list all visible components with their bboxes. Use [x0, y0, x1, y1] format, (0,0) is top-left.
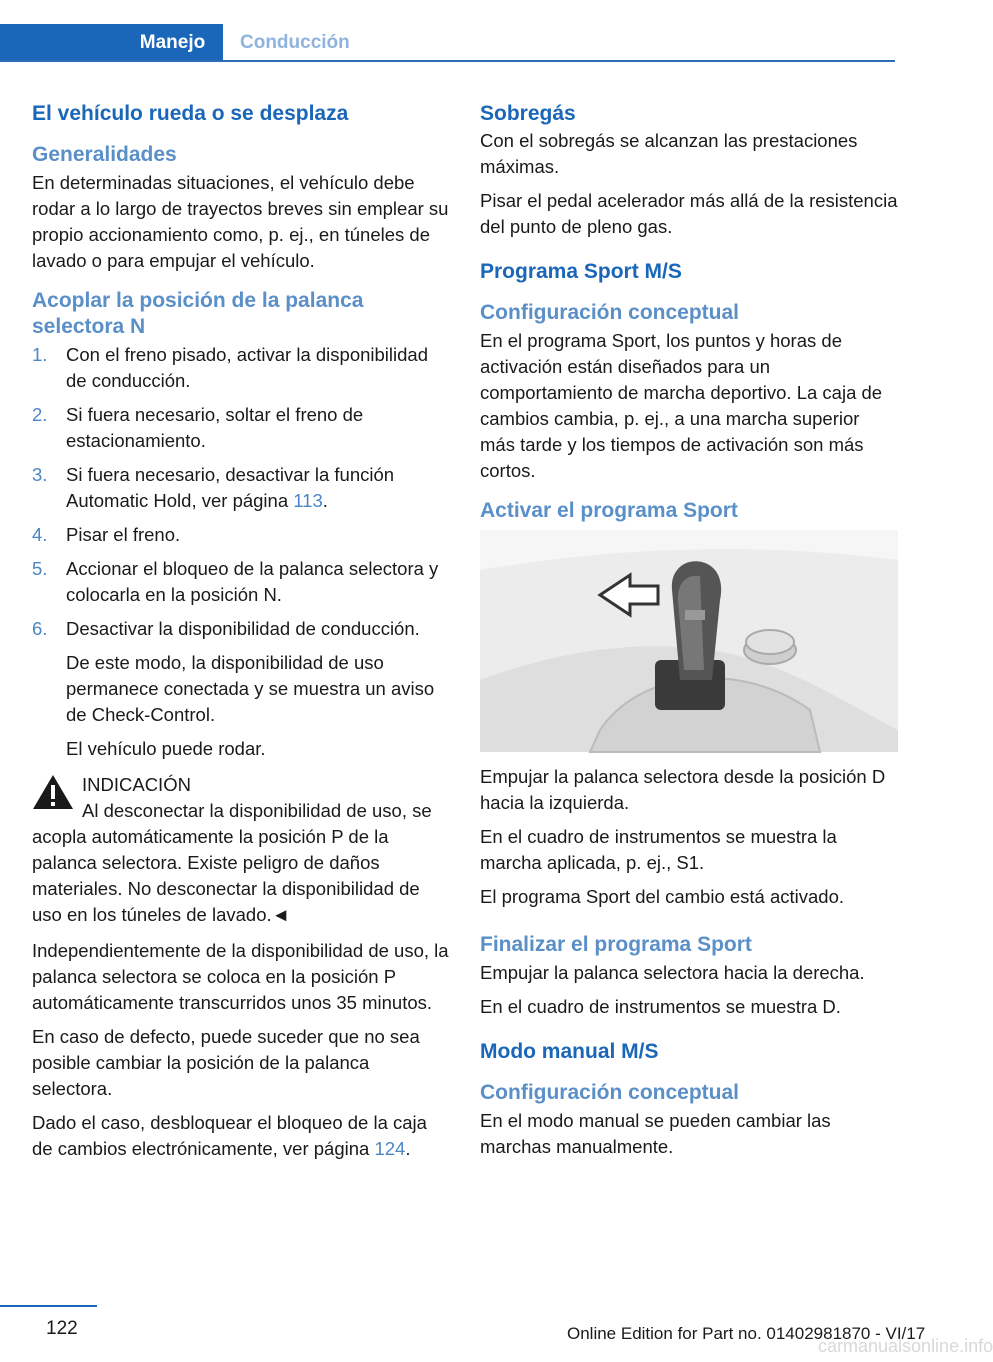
- step-text: Si fuera necesario, desactivar la función Automatic Hold, ver página: [66, 464, 395, 511]
- subsection-title: Configuración conceptual: [480, 301, 740, 324]
- paragraph: En el cuadro de instrumentos se muestra D.: [480, 996, 841, 1017]
- gear-selector-illustration: [480, 530, 898, 752]
- header-accent: [0, 24, 122, 62]
- warning-box: [32, 772, 450, 928]
- paragraph: En el programa Sport, los puntos y horas de activación están diseñados para un comportamiento de marcha deportivo. La caja de cambios cambia, p. ej., a una marcha superior más tarde y los tiempos de activación son más cortos.: [480, 330, 883, 481]
- step-number: 4.: [32, 524, 48, 545]
- paragraph: Pisar el pedal acelerador más allá de la resistencia del punto de pleno gas.: [480, 190, 898, 237]
- right-column: [480, 100, 898, 1168]
- step-number: 3.: [32, 464, 48, 485]
- paragraph: En el modo manual se pueden cambiar las marchas manualmente.: [480, 1110, 831, 1157]
- warning-title: INDICACIÓN: [82, 774, 191, 795]
- paragraph: En determinadas situaciones, el vehículo debe rodar a lo largo de trayectos breves sin emplear su propio accionamiento como, p. ej., en túneles de lavado o para empujar el vehículo.: [32, 172, 449, 271]
- page-number: 122: [46, 1318, 78, 1339]
- header-rule: [0, 60, 895, 62]
- paragraph: Empujar la palanca selectora hacia la derecha.: [480, 962, 865, 983]
- subsection-title: Configuración conceptual: [480, 1081, 740, 1104]
- list-item: [32, 556, 450, 608]
- step-text: Si fuera necesario, soltar el freno de estacionamiento.: [66, 404, 364, 451]
- subsection-title: Activar el programa Sport: [480, 499, 738, 522]
- step-text: Pisar el freno.: [66, 524, 181, 545]
- step-number: 6.: [32, 618, 48, 639]
- tab-conduccion[interactable]: Conducción: [240, 32, 350, 53]
- list-item: [32, 342, 450, 394]
- page-link[interactable]: 113: [293, 490, 323, 511]
- step-note: El vehículo puede rodar.: [66, 738, 266, 759]
- steps-list: [32, 342, 450, 642]
- section-title: Sobregás: [480, 102, 576, 125]
- gear-selector-icon: [480, 530, 898, 752]
- warning-text: Al desconectar la disponibilidad de uso, se acopla automáticamente la posición P de la palanca selectora. Existe peligro de daños materiales. No desconectar la disponibilidad de uso en los túneles de lavado.◄: [32, 800, 432, 925]
- step-number: 5.: [32, 558, 48, 579]
- list-item: [32, 522, 450, 548]
- paragraph: El programa Sport del cambio está activado.: [480, 886, 845, 907]
- step-note: De este modo, la disponibilidad de uso permanece conectada y se muestra un aviso de Check-Control.: [66, 652, 435, 725]
- paragraph: Con el sobregás se alcanzan las prestaciones máximas.: [480, 130, 858, 177]
- section-title: Modo manual M/S: [480, 1040, 659, 1063]
- step-text-tail: .: [322, 490, 328, 511]
- footer-rule: [0, 1305, 97, 1307]
- tab-manejo[interactable]: Manejo: [122, 24, 223, 62]
- subsection-title: Acoplar la posición de la palanca selectora N: [32, 289, 364, 338]
- paragraph: Independientemente de la disponibilidad de uso, la palanca selectora se coloca en la posición P automáticamente transcurridos unos 35 minutos.: [32, 940, 449, 1013]
- step-text: Desactivar la disponibilidad de conducción.: [66, 618, 420, 639]
- subsection-title: Finalizar el programa Sport: [480, 933, 752, 956]
- page-header: [0, 0, 960, 64]
- subsection-title: Generalidades: [32, 143, 177, 166]
- step-text: Accionar el bloqueo de la palanca selectora y colocarla en la posición N.: [66, 558, 439, 605]
- step-text: Con el freno pisado, activar la disponibilidad de conducción.: [66, 344, 428, 391]
- warning-icon: [32, 774, 74, 810]
- edition-note: Online Edition for Part no. 01402981870 - VI/17: [567, 1324, 926, 1343]
- paragraph: En el cuadro de instrumentos se muestra la marcha aplicada, p. ej., S1.: [480, 826, 837, 873]
- step-number: 1.: [32, 344, 48, 365]
- section-title: El vehículo rueda o se desplaza: [32, 102, 349, 125]
- page-link[interactable]: 124: [374, 1138, 406, 1159]
- list-item: [32, 616, 450, 642]
- step-number: 2.: [32, 404, 48, 425]
- paragraph: Empujar la palanca selectora desde la posición D hacia la izquierda.: [480, 766, 886, 813]
- list-item: [32, 402, 450, 454]
- section-title: Programa Sport M/S: [480, 260, 682, 283]
- list-item: [32, 462, 450, 514]
- left-column: [32, 100, 450, 1170]
- paragraph: En caso de defecto, puede suceder que no sea posible cambiar la posición de la palanca selectora.: [32, 1026, 420, 1099]
- paragraph: Dado el caso, desbloquear el bloqueo de la caja de cambios electrónicamente, ver página 124.: [32, 1112, 427, 1159]
- watermark: carmanualsonline.info: [818, 1336, 993, 1356]
